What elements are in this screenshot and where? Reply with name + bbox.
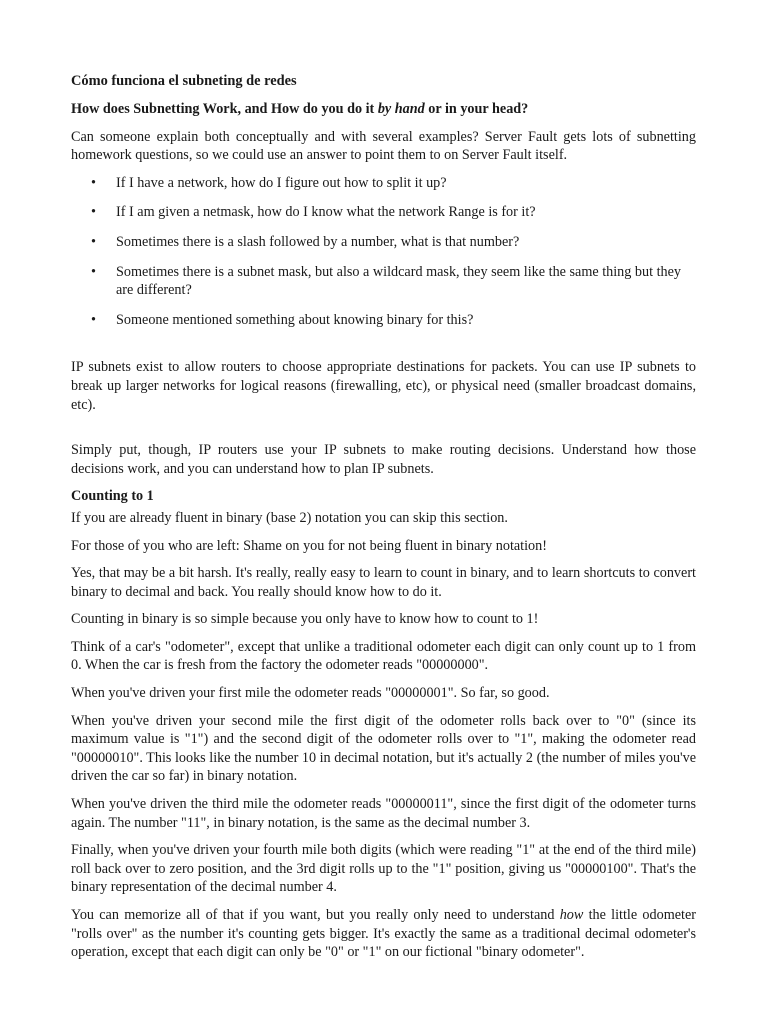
document-page — [71, 72, 696, 971]
bullet-text: Sometimes there is a subnet mask, but also a wildcard mask, they seem like the same thing but they are different? — [116, 263, 682, 299]
question-title — [71, 100, 696, 119]
bullet-text: Someone mentioned something about knowing binary for this? — [116, 311, 474, 328]
document-title: Cómo funciona el subneting de redes — [71, 73, 297, 89]
spacer — [71, 423, 696, 441]
section-paragraph: Counting in binary is so simple because you only have to know how to count to 1! — [71, 611, 539, 628]
question-title-end: or in your head? — [424, 101, 529, 117]
section-paragraph: When you've driven your first mile the odometer reads "00000001". So far, so good. — [71, 685, 550, 702]
bullet-dot: • — [91, 263, 96, 280]
answer-paragraph: IP subnets exist to allow routers to choose appropriate destinations for packets. You can use IP subnets to break up larger networks for logical reasons (firewalling, etc), or physical need (smaller broadcast domains, etc). — [71, 359, 696, 413]
section-paragraph: Finally, when you've driven your fourth mile both digits (which were reading "1" at the end of the third mile) roll back over to zero position, and the 3rd digit rolls up to the "1" position, giving us "00000100". That's the binary representation of the decimal number 4. — [71, 842, 696, 896]
bullet-dot: • — [91, 233, 96, 250]
section-paragraph: When you've driven the third mile the odometer reads "00000011", since the first digit of the odometer turns again. The number "11", in binary notation, is the same as the decimal number 3. — [71, 796, 696, 831]
answer-paragraph: Simply put, though, IP routers use your IP subnets to make routing decisions. Understand how those decisions work, and you can understand how to plan IP subnets. — [71, 442, 696, 477]
bullet-item — [71, 233, 696, 252]
bullet-dot: • — [91, 204, 96, 221]
section-heading: Counting to 1 — [71, 488, 154, 505]
bullet-dot: • — [91, 311, 96, 328]
question-title-start: How does Subnetting Work, and How do you do it — [71, 101, 378, 117]
bullet-dot: • — [91, 174, 96, 191]
bullet-text: If I am given a netmask, how do I know what the network Range is for it? — [116, 204, 536, 221]
section-paragraph: If you are already fluent in binary (base 2) notation you can skip this section. — [71, 509, 508, 526]
bullet-item — [71, 311, 696, 330]
bullet-text: If I have a network, how do I figure out how to split it up? — [116, 174, 447, 191]
bullet-item — [71, 174, 696, 193]
closing-paragraph — [71, 906, 696, 962]
section-paragraph: When you've driven your second mile the first digit of the odometer rolls back over to "0" (since its maximum value is "1") and the second digit of the odometer rolls over to "1", making the odometer read "00000010". This looks like the number 10 in decimal notation, but it's actually 2 (the number of miles you've driven the car so far) in binary notation. — [71, 712, 696, 785]
bullet-text: Sometimes there is a slash followed by a number, what is that number? — [116, 233, 520, 250]
intro-paragraph: Can someone explain both conceptually and with several examples? Server Fault gets lots of subnetting homework questions, so we could use an answer to point them to on Server Fault itself. — [71, 128, 696, 164]
section-paragraph: For those of you who are left: Shame on you for not being fluent in binary notation! — [71, 537, 547, 554]
bullet-item — [71, 263, 696, 300]
section-paragraph: Yes, that may be a bit harsh. It's really, really easy to learn to count in binary, and to learn shortcuts to convert binary to decimal and back. You really should know how to do it. — [71, 565, 696, 600]
section-paragraph: Think of a car's "odometer", except that unlike a traditional odometer each digit can only count up to 1 from 0. When the car is fresh from the factory the odometer reads "00000000". — [71, 638, 696, 674]
spacer — [71, 340, 696, 358]
question-title-italic: by hand — [377, 101, 425, 117]
closing-paragraph-italic: how — [559, 907, 584, 923]
closing-paragraph-end: the little odometer "rolls over" as the number it's counting gets bigger. It's exactly the same as a traditional decimal odometer's operation, except that each digit can only be "0" or "1" on our fictional "binary odometer". — [71, 907, 696, 961]
question-bullet-list — [71, 174, 696, 330]
bullet-item — [71, 203, 696, 222]
closing-paragraph-start: You can memorize all of that if you want, but you really only need to understand — [71, 907, 560, 923]
